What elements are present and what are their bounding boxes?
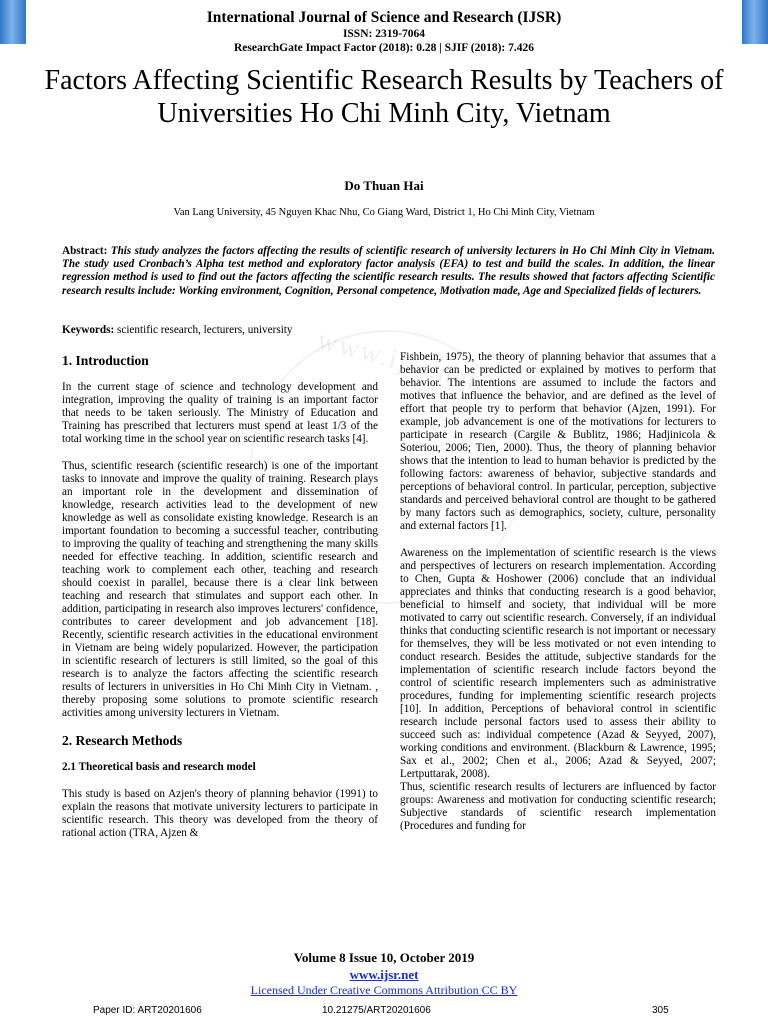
abstract bbox=[62, 245, 715, 298]
journal-name: International Journal of Science and Research (IJSR) bbox=[206, 9, 562, 26]
right-paragraph-3: Thus, scientific research results of lecturers are influenced by factor groups: Awareness and motivation for conducting scientific research; Subjective standards of scientific research implementation (Procedures and funding for bbox=[400, 781, 716, 832]
page-number: 305 bbox=[652, 1005, 669, 1016]
intro-paragraph-2: Thus, scientific research (scientific research) is one of the important tasks to innovate and improve the quality of training. Research plays an important role in the development and dissemination of knowledge, research activities lead to the development of new knowledge as well as consolidate existing knowledge. Research is an important foundation to becoming a successful teacher, contributing to improving the quality of teaching and strengthening the many skills needed for effective teaching. In addition, scientific research and teaching work to complement each other, teaching and research should coexist in parallel, because there is a clear link between teaching and research that stimulates and support each other. In addition, participating in research also improves lecturers' confidence, contributes to career development and job advancement [18]. Recently, scientific research activities in the educational environment in Vietnam are being widely popularized. However, the participation in scientific research of lecturers is still limited, so the goal of this research is to analyze the factors affecting the scientific research results of lecturers in universities in Ho Chi Minh City in Vietnam. , thereby proposing some solutions to promote scientific research activities among university lecturers in Vietnam. bbox=[62, 460, 378, 719]
keywords-text: scientific research, lecturers, university bbox=[117, 324, 293, 336]
journal-header bbox=[0, 8, 768, 55]
section-heading-introduction: 1. Introduction bbox=[62, 353, 149, 368]
intro-paragraph-1: In the current stage of science and technology development and integration, improving the quality of training is an important factor that needs to be taken seriously. The Ministry of Education and Training has prescribed that lecturers must spend at least 1/3 of the total working time in the school year on scientific research tasks [4]. bbox=[62, 381, 378, 445]
right-column bbox=[400, 351, 716, 833]
paper-author: Do Thuan Hai bbox=[344, 178, 424, 193]
journal-impact-factor: ResearchGate Impact Factor (2018): 0.28 | SJIF (2018): 7.426 bbox=[234, 42, 534, 54]
footer-volume: Volume 8 Issue 10, October 2019 bbox=[293, 950, 475, 965]
footer-license-link[interactable]: Licensed Under Creative Commons Attribution CC BY bbox=[250, 983, 518, 997]
paper-title: Factors Affecting Scientific Research Results by Teachers of Universities Ho Chi Minh City, Vietnam bbox=[44, 65, 724, 129]
paper-id: Paper ID: ART20201606 bbox=[93, 1005, 202, 1016]
footer-meta bbox=[0, 1005, 768, 1019]
section-heading-research-methods: 2. Research Methods bbox=[62, 733, 183, 748]
paper-doi: 10.21275/ART20201606 bbox=[322, 1005, 431, 1016]
watermark-text: www.ijsr.net bbox=[313, 324, 482, 397]
left-column bbox=[62, 350, 378, 840]
subsection-heading-theoretical-basis: 2.1 Theoretical basis and research model bbox=[62, 761, 256, 773]
methods-paragraph-1: This study is based on Azjen's theory of planning behavior (1991) to explain the reasons that motivate university lecturers to participate in scientific research. This theory was developed from the theory of rational action (TRA, Ajzen & bbox=[62, 788, 378, 839]
right-paragraph-2: Awareness on the implementation of scientific research is the views and perspectives of lecturers on research implementation. According to Chen, Gupta & Hoshower (2006) conclude that an individual appreciates and thinks that conducting research is a good behavior, beneficial to himself and society, that individual will be more motivated to carry out scientific research. Conversely, if an individual thinks that conducting scientific research is not important or necessary for themselves, they will be less motivated or not even intending to conduct research. Besides the attitude, subjective standards for the implementation of scientific research include factors beyond the control of scientific research implementers such as administrative procedures, funding for implementing scientific research projects [10]. In addition, Perceptions of behavioral control in scientific research include personal factors used to assess their ability to succeed such as: individual competence (Azad & Seyyed, 2007), working conditions and environment. (Blackburn & Lawrence, 1995; Sax et al., 2002; Chen et al., 2006; Azad & Seyyed, 2007; Lertputtarak, 2008). bbox=[400, 547, 716, 780]
right-paragraph-1: Fishbein, 1975), the theory of planning behavior that assumes that a behavior can be predicted or explained by motives to perform that behavior. The intentions are assumed to include the factors and motives that influence the behavior, and are defined as the level of effort that people try to perform that behavior (Ajzen, 1991). For example, job advancement is one of the motivations for lecturers to participate in research (Cargile & Bublitz, 1986; Hadjinicola & Soteriou, 2006; Tien, 2000). Thus, the theory of planning behavior shows that the intention to lead to human behavior is predicted by the following factors: awareness of behavior, subjective standards and perceptions of behavioral control. In particular, perception, subjective standards and perceived behavioral control are thought to be gathered by many factors such as demographics, society, culture, personality and external factors [1]. bbox=[400, 351, 716, 532]
keywords-label: Keywords: bbox=[62, 324, 117, 336]
abstract-text: This study analyzes the factors affecting the results of scientific research of university lecturers in Ho Chi Minh City in Vietnam. The study used Cronbach’s Alpha test method and exploratory factor analysis (EFA) to test and build the scales. In addition, the linear regression method is used to find out the factors affecting the scientific research results. The results showed that factors affecting Scientific research results include: Working environment, Cognition, Personal competence, Motivation made, Age and Specialized fields of lecturers. bbox=[62, 245, 715, 297]
author-affiliation: Van Lang University, 45 Nguyen Khac Nhu, Co Giang Ward, District 1, Ho Chi Minh City, Vietnam bbox=[173, 207, 595, 218]
footer-journal-link[interactable]: www.ijsr.net bbox=[349, 967, 419, 982]
journal-issn: ISSN: 2319-7064 bbox=[342, 28, 426, 40]
abstract-label: Abstract: bbox=[62, 245, 111, 257]
